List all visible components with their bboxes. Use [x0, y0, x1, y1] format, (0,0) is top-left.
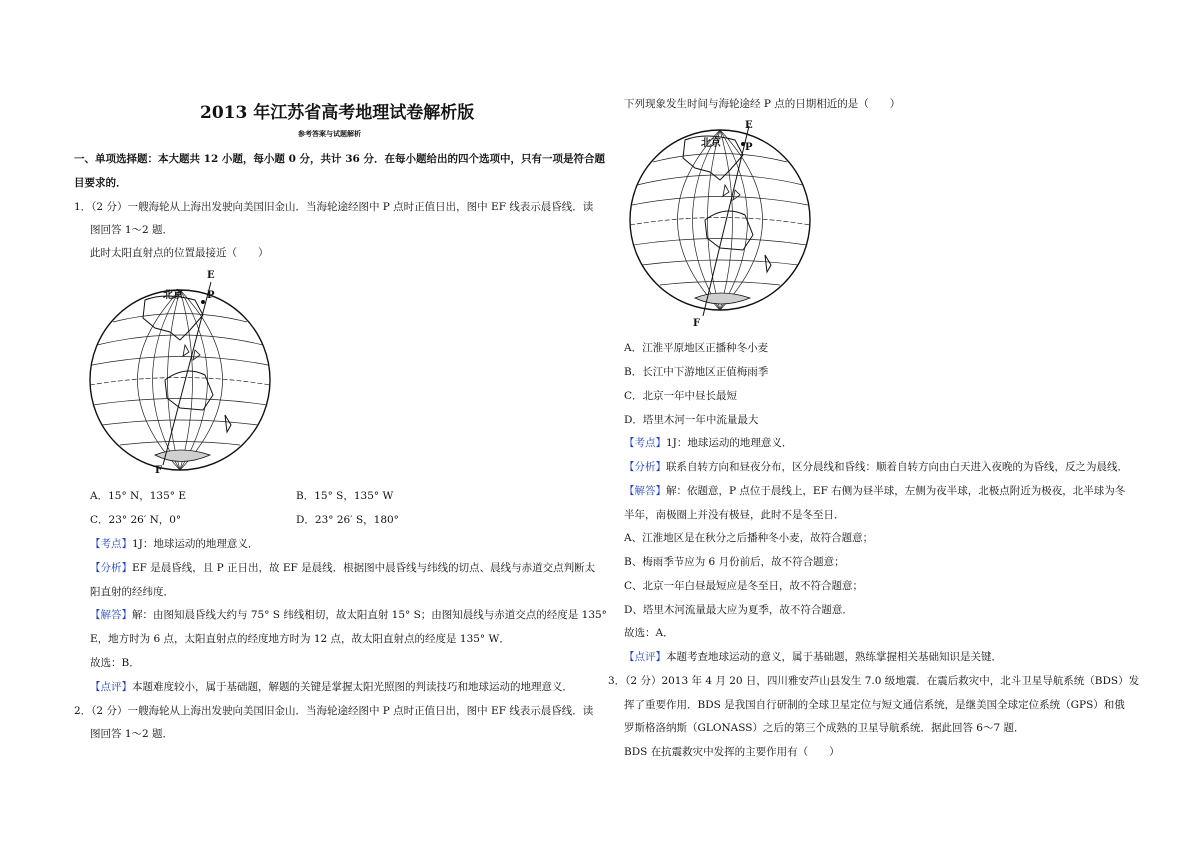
q3-stem-line-2: 挥了重要作用．BDS 是我国自行研制的全球卫星定位与短文通信系统，是继美国全球定位系统（GPS）和俄: [624, 699, 1125, 711]
q3-sub-question: BDS 在抗震救灾中发挥的主要作用有（ ）: [624, 746, 840, 758]
q1-fenxi-line-1: [90, 561, 595, 575]
q2-dianping-text: 本题考查地球运动的意义，属于基础题，熟练掌握相关基础知识是关键．: [666, 651, 1002, 663]
section-header-line-1: 一、单项选择题：本大题共 12 小题，每小题 0 分，共计 36 分．在每小题给出的四个选项中，只有一项是符合题: [74, 153, 605, 165]
globe-figure-1: [85, 270, 275, 475]
q1-option-d: D．23° 26′ S，180°: [296, 514, 399, 526]
globe-1-label-e: E: [207, 270, 215, 281]
q2-jieda-tag: 【解答】: [624, 485, 666, 497]
globe-figure-2: [625, 120, 815, 335]
q2-sub-question: 下列现象发生时间与海轮途经 P 点的日期相近的是（ ）: [624, 98, 901, 110]
q1-fenxi-text-1: EF 是晨昏线，且 P 正日出，故 EF 是晨线．根据图中晨昏线与纬线的切点、晨线与赤道交点判断太: [132, 562, 596, 574]
q1-fenxi-line-2: 阳直射的经纬度．: [90, 586, 174, 598]
q2-stem-line-1: 2．（2 分）一艘海轮从上海出发驶向美国旧金山．当海轮途经图中 P 点时正值日出，图中 EF 线表示晨昏线．读: [74, 705, 594, 717]
q1-kaodian-tag: 【考点】: [90, 538, 132, 550]
globe-1-label-beijing: 北京: [163, 290, 183, 301]
q2-fenxi: [624, 460, 1128, 474]
globe-2-label-beijing: 北京: [701, 138, 721, 149]
globe-1-label-f: F: [155, 465, 163, 476]
globe-1-label-p: P: [207, 290, 215, 301]
q2-dianping-tag: 【点评】: [624, 651, 666, 663]
q1-kaodian: [90, 537, 258, 551]
q1-jieda-text-1: 解：由图知晨昏线大约与 75° S 纬线相切，故太阳直射 15° S；由图知晨线与赤道交点的经度是 135°: [132, 609, 607, 621]
section-header-line-2: 目要求的．: [74, 177, 127, 189]
q2-option-c: C．北京一年中昼长最短: [624, 390, 738, 402]
q2-kaodian-text: 1J：地球运动的地理意义．: [666, 437, 793, 449]
q1-stem-line-2: 图回答 1～2 题．: [90, 224, 174, 236]
q1-option-a: A．15° N，135° E: [90, 490, 187, 502]
q1-kaodian-text: 1J：地球运动的地理意义．: [132, 538, 259, 550]
q1-jieda-line-2: E，地方时为 6 点，太阳直射点的经度地方时为 12 点，故太阳直射点的经度是 135° W．: [90, 633, 510, 645]
q1-option-c: C．23° 26′ N，0°: [90, 514, 182, 526]
q2-jieda-text-1: 解：依题意，P 点位于晨线上，EF 右侧为昼半球，左侧为夜半球，北极点附近为极夜，北半球为冬: [666, 485, 1126, 497]
q1-dianping: [90, 680, 573, 694]
globe-2-label-p: P: [745, 142, 753, 153]
q2-kaodian-tag: 【考点】: [624, 437, 666, 449]
q2-option-d: D．塔里木河一年中流量最大: [624, 414, 759, 426]
q2-jieda-line-2: 半年，南极圈上并没有极昼，此时不是冬至日．: [624, 509, 845, 521]
globe-2-label-f: F: [693, 318, 701, 329]
q3-stem-line-3: 罗斯格洛纳斯（GLONASS）之后的第三个成熟的卫星导航系统．据此回答 6～7 题．: [624, 722, 1025, 734]
q1-sub-question: 此时太阳直射点的位置最接近（ ）: [90, 247, 269, 259]
q2-option-a: A．江淮平原地区正播种冬小麦: [624, 342, 769, 354]
q2-stem-line-2: 图回答 1～2 题．: [90, 728, 174, 740]
q2-answer: 故选：A．: [624, 627, 674, 639]
q2-analysis-c: C、北京一年白昼最短应是冬至日，故不符合题意；: [624, 580, 864, 592]
q2-dianping: [624, 650, 1002, 664]
q2-analysis-a: A、江淮地区是在秋分之后播种冬小麦，故符合题意；: [624, 532, 874, 544]
q1-fenxi-tag: 【分析】: [90, 562, 132, 574]
q1-dianping-text: 本题难度较小，属于基础题，解题的关键是掌握太阳光照图的判读技巧和地球运动的地理意义．: [132, 681, 573, 693]
q1-dianping-tag: 【点评】: [90, 681, 132, 693]
q1-option-b: B．15° S，135° W: [296, 490, 394, 502]
q2-analysis-d: D、塔里木河流量最大应为夏季，故不符合题意．: [624, 604, 853, 616]
q2-analysis-b: B、梅雨季节应为 6 月份前后，故不符合题意；: [624, 556, 845, 568]
q2-option-b: B．长江中下游地区正值梅雨季: [624, 366, 769, 378]
document-title: 2013 年江苏省高考地理试卷解析版: [200, 103, 475, 123]
q1-stem-line-1: 1．（2 分）一艘海轮从上海出发驶向美国旧金山．当海轮途经图中 P 点时正值日出，图中 EF 线表示晨昏线．读: [74, 201, 594, 213]
q3-stem-line-1: 3．（2 分）2013 年 4 月 20 日，四川雅安芦山县发生 7.0 级地震．在震后救灾中，北斗卫星导航系统（BDS）发: [608, 675, 1140, 687]
q2-fenxi-tag: 【分析】: [624, 461, 666, 473]
q2-kaodian: [624, 436, 792, 450]
q2-fenxi-text: 联系自转方向和昼夜分布，区分晨线和昏线：顺着自转方向由白天进入夜晚的为昏线，反之为晨线．: [666, 461, 1128, 473]
q1-answer: 故选：B．: [90, 657, 140, 669]
q1-jieda-line-1: [90, 608, 607, 622]
globe-2-label-e: E: [745, 120, 753, 131]
q1-jieda-tag: 【解答】: [90, 609, 132, 621]
globe-figure-2-drawing: [625, 120, 815, 335]
q2-jieda-line-1: [624, 484, 1125, 498]
document-subtitle: 参考答案与试题解析: [298, 129, 361, 138]
